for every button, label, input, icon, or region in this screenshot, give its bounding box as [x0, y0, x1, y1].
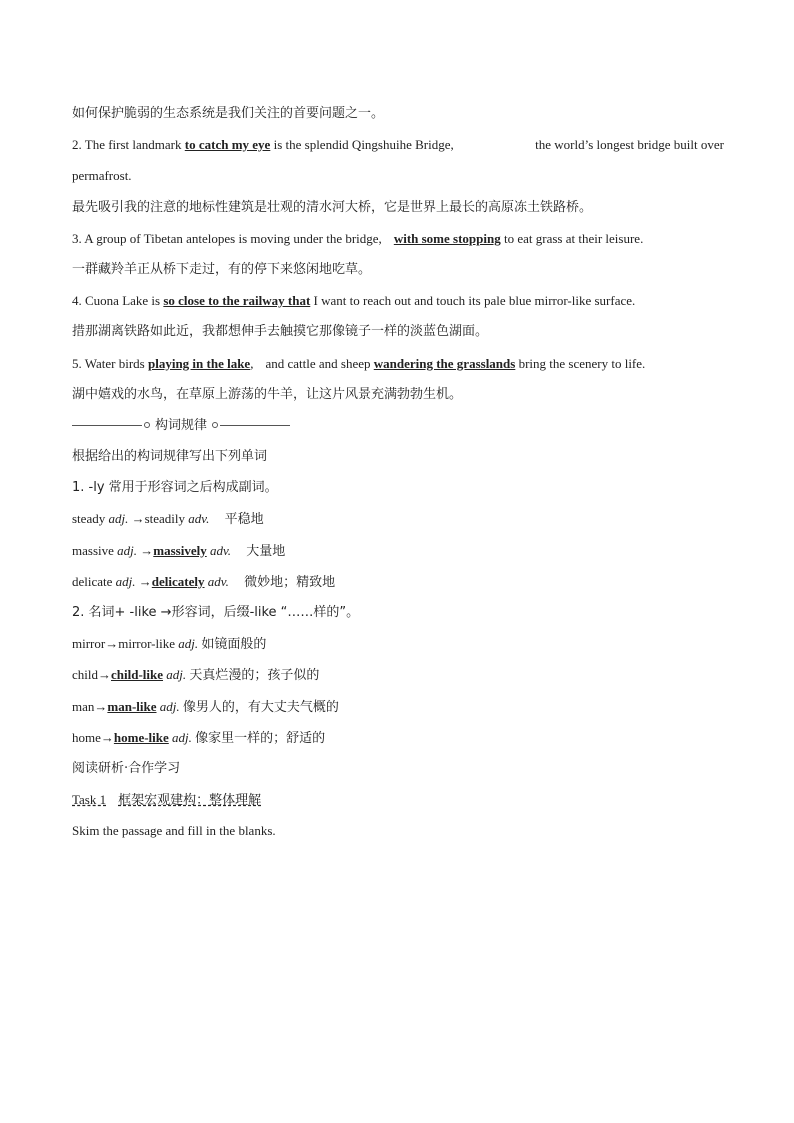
- sentence-4: 4. Cuona Lake is so close to the railway that I want to reach out and touch its pale blue mirror-like surface.: [72, 293, 636, 309]
- line-cn-2: 最先吸引我的注意的地标性建筑是壮观的清水河大桥，它是世界上最长的高原冻土铁路桥。: [72, 199, 593, 215]
- rule-2-item: home→home-like adj. 像家里一样的；舒适的: [72, 729, 326, 746]
- answer-word: steadily: [144, 511, 186, 527]
- rule-1-item: steady adj. →steadily adv. 平稳地: [72, 511, 264, 528]
- line-cn-3: 一群藏羚羊正从桥下走过，有的停下来悠闲地吃草。: [72, 261, 372, 277]
- document-page: [72, 98, 724, 847]
- sentence-2-cont: permafrost.: [72, 168, 132, 184]
- highlight-playing-in-the-lake: playing in the lake: [147, 355, 251, 371]
- rule-2-item: mirror→mirror-like adj. 如镜面般的: [72, 636, 267, 653]
- answer-word: child-like: [111, 667, 164, 683]
- answer-word: man-like: [107, 698, 157, 714]
- sentence-3: 3. A group of Tibetan antelopes is moving under the bridge, with some stopping to eat grass at their leisure.: [72, 230, 644, 246]
- rule-1-item: delicate adj. →delicately adv. 微妙地；精致地: [72, 573, 336, 590]
- sentence-2-part2: the world’s longest bridge built over: [535, 137, 724, 153]
- rule-2-head: 2. 名词+ -like →形容词，后缀-like “……样的”。: [72, 605, 360, 620]
- section-title: 构词规律: [155, 417, 208, 433]
- rule-2-item: man→man-like adj. 像男人的，有大丈夫气概的: [72, 698, 339, 715]
- rule-1-item: massive adj. →massively adv. 大量地: [72, 542, 286, 559]
- task-1-instruction: Skim the passage and fill in the blanks.: [72, 823, 276, 839]
- highlight-wandering-the-grasslands: wandering the grasslands: [373, 355, 516, 371]
- divider-left: [72, 425, 142, 426]
- rule-2-item: child→child-like adj. 天真烂漫的；孩子似的: [72, 667, 320, 684]
- divider-right: [220, 425, 290, 426]
- answer-word: mirror-like: [118, 636, 175, 652]
- section-instruction: 根据给出的构词规律写出下列单词: [72, 449, 268, 465]
- reading-head: 阅读研析·合作学习: [72, 760, 181, 776]
- answer-word: home-like: [113, 729, 169, 745]
- dot-right-icon: [212, 422, 218, 428]
- answer-word: massively: [153, 542, 207, 558]
- sentence-2-part1: 2. The first landmark to catch my eye is the splendid Qingshuihe Bridge,: [72, 137, 454, 153]
- highlight-to-catch-my-eye: to catch my eye: [184, 137, 271, 153]
- answer-word: delicately: [151, 573, 205, 589]
- dot-left-icon: [144, 422, 150, 428]
- highlight-with-some-stopping: with some stopping: [393, 230, 501, 246]
- line-cn-5: 湖中嬉戏的水鸟，在草原上游荡的牛羊，让这片风景充满勃勃生机。: [72, 386, 463, 402]
- sentence-2: [72, 129, 724, 160]
- rule-1-head: 1. -ly 常用于形容词之后构成副词。: [72, 480, 278, 496]
- line-cn-1: 如何保护脆弱的生态系统是我们关注的首要问题之一。: [72, 106, 385, 121]
- highlight-so-close-that: so close to the railway that: [163, 293, 311, 309]
- section-header: [72, 410, 724, 441]
- line-cn-4: 措那湖离铁路如此近，我都想伸手去触摸它那像镜子一样的淡蓝色湖面。: [72, 324, 489, 340]
- task-1-title: Task 1 框架宏观建构：整体理解: [72, 792, 262, 809]
- sentence-5: 5. Water birds playing in the lake, and cattle and sheep wandering the grasslands bring the scenery to life.: [72, 355, 646, 371]
